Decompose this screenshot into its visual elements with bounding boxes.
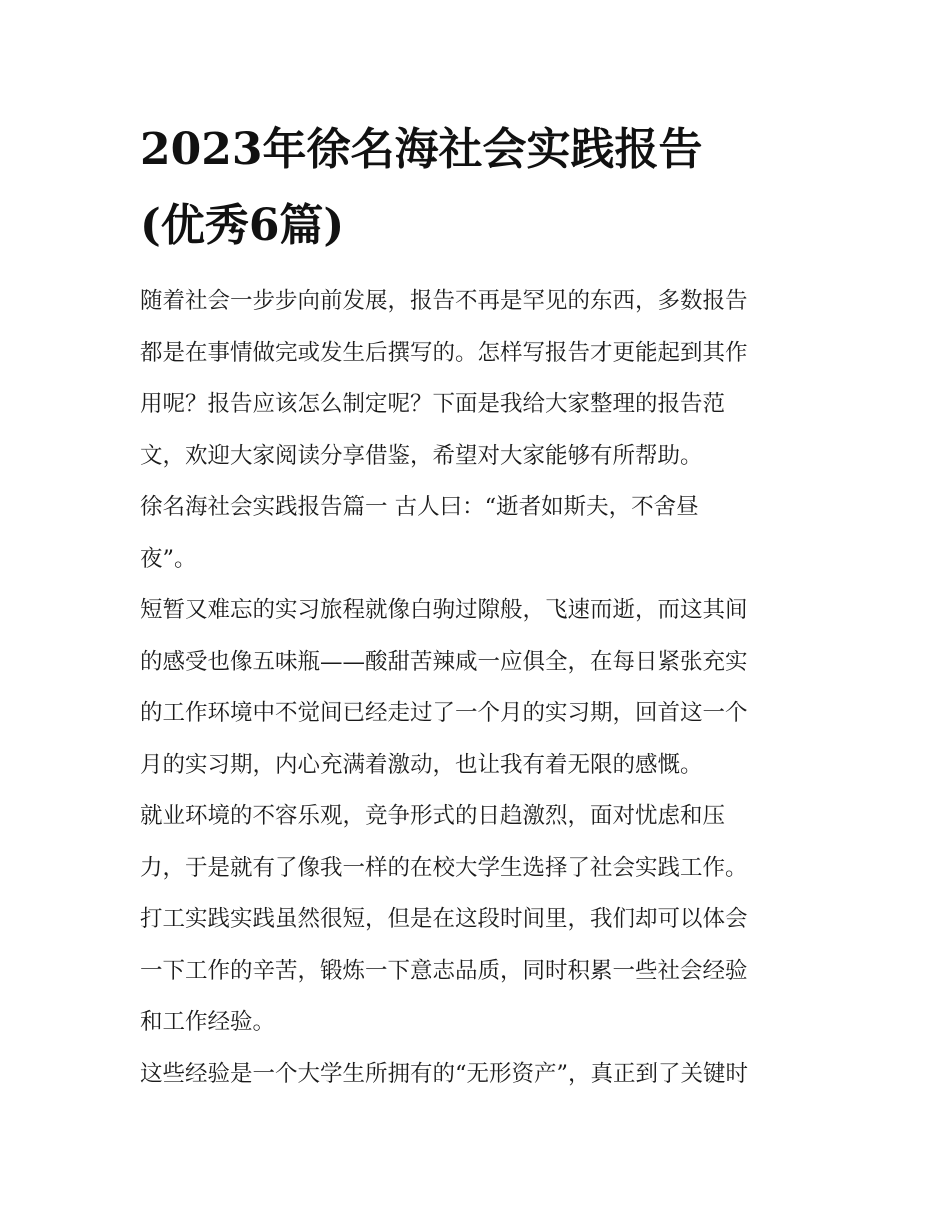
body-line: 随着社会一步步向前发展，报告不再是罕见的东西，多数报告 <box>140 288 748 314</box>
body-line: 打工实践实践虽然很短，但是在这段时间里，我们却可以体会 <box>140 906 748 932</box>
body-line: 月的实习期，内心充满着激动，也让我有着无限的感慨。 <box>140 751 703 778</box>
body-line: 夜”。 <box>140 545 197 572</box>
body-line: 用呢？报告应该怎么制定呢？下面是我给大家整理的报告范 <box>140 391 726 417</box>
title-line: 2023年徐名海社会实践报告 <box>140 124 703 175</box>
body-line: 一下工作的辛苦，锻炼一下意志品质，同时积累一些社会经验 <box>140 957 748 984</box>
body-line: 力，于是就有了像我一样的在校大学生选择了社会实践工作。 <box>140 854 748 881</box>
body-line: 的工作环境中不觉间已经走过了一个月的实习期，回首这一个 <box>140 700 748 726</box>
body-line: 就业环境的不容乐观，竞争形式的日趋激烈，面对忧虑和压 <box>140 803 726 829</box>
title-line: (优秀6篇) <box>140 200 345 251</box>
body-line: 这些经验是一个大学生所拥有的“无形资产”，真正到了关键时 <box>140 1060 749 1087</box>
body-line: 短暂又难忘的实习旅程就像白驹过隙般，飞速而逝，而这其间 <box>140 597 748 623</box>
body-line: 和工作经验。 <box>140 1009 276 1035</box>
body-line: 的感受也像五味瓶——酸甜苦辣咸一应俱全，在每日紧张充实 <box>140 648 748 675</box>
body-line: 文，欢迎大家阅读分享借鉴，希望对大家能够有所帮助。 <box>140 442 703 469</box>
document-body <box>140 276 815 1100</box>
body-line: 徐名海社会实践报告篇一 古人曰：“逝者如斯夫，不舍昼 <box>140 494 699 520</box>
body-line: 都是在事情做完或发生后撰写的。怎样写报告才更能起到其作 <box>140 339 748 366</box>
document-title <box>140 112 820 264</box>
